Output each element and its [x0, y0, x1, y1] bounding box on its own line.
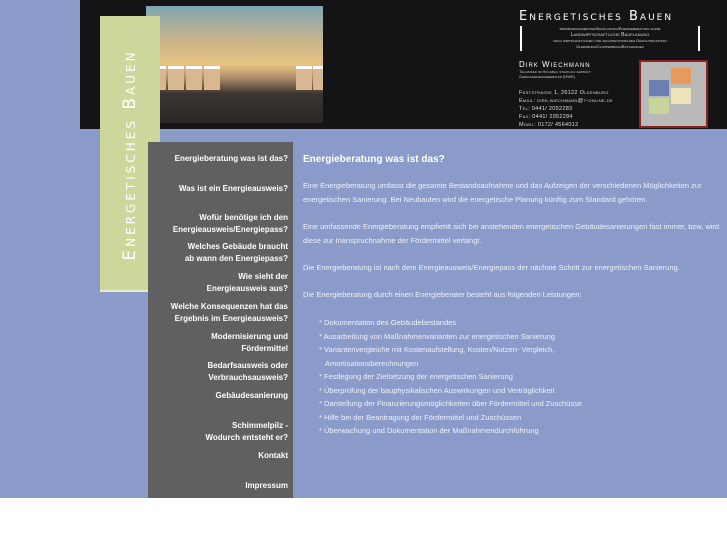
nav-label: Fördermittel — [241, 344, 288, 353]
nav-label: Wofür benötige ich den — [199, 213, 288, 222]
contact-info — [519, 89, 613, 129]
list-item: * Festlegung der Zielsetzung der energetischen Sanierung — [319, 372, 513, 381]
nav-bedarfsausweis[interactable] — [148, 360, 288, 384]
email-link[interactable]: Email: dirk.wiechmann@t-online.de — [519, 98, 613, 104]
tagline-line: Oldenburg/Cloppenburg/Butjadingen — [576, 44, 644, 49]
tagline-line: Landwirtschaftliche Bauplanung — [570, 32, 650, 38]
nav-wie-sieht[interactable] — [148, 271, 288, 295]
address: Feststrasse 1, 26122 Oldenburg — [519, 90, 609, 96]
nav-welches-gebaeude[interactable] — [148, 241, 288, 265]
nav-energieausweis[interactable] — [148, 183, 288, 195]
phone: Tel: 0441/ 2052283 — [519, 106, 573, 112]
list-item: * Darstellung der Finanzierungsmöglichkeiten über Fördermittel und Zuschüsse — [319, 399, 583, 408]
list-item: * Dokumentation des Gebäudebestandes — [319, 318, 457, 327]
page-title: Energieberatung was ist das? — [303, 154, 445, 165]
list-item: Amortisationsberechnungen — [325, 358, 419, 368]
nav-label: Energieausweis aus? — [206, 284, 288, 293]
nav-label: Welche Konsequenzen hat das — [170, 302, 288, 311]
owner-qualification — [519, 69, 591, 79]
nav-label: Gebäudesanierung — [215, 391, 288, 400]
nav-label: Verbrauchsausweis? — [208, 373, 288, 382]
nav-label: Wodurch entsteht er? — [205, 433, 288, 442]
tagline-line: Immobiliensanierung/Bauplanung/Energieberatung sowie — [559, 26, 661, 31]
nav-label: Was ist ein Energieausweis? — [178, 184, 288, 193]
paragraph: Eine Energieberatung umfasst die gesamte Bestandsaufnahme und das Aufzeigen der verschiedenen Möglichkeiten zur energetischen Sanierung. Bei Neubauten wird die energetische Planung künftig zum Standard gehören. — [303, 181, 702, 204]
paragraph: Eine umfassende Energieberatung empfiehlt sich bei anstehenden energetischen Gebäudesanierungen fast immer, bzw, wird diese zur Inanspruchnahme der Fördermittel verlangt. — [303, 222, 720, 245]
sidebar-nav — [148, 142, 293, 498]
nav-label: Ergebnis im Energieausweis? — [174, 314, 288, 323]
owner-name: Dirk Wiechmann — [519, 60, 591, 69]
side-title: Energetisches Bauen — [120, 49, 140, 261]
nav-wofuer[interactable] — [148, 212, 288, 236]
list-item: * Variantenvergleiche mit Kostenaufstellung, Kosten/Nutzen- Vergleich, — [319, 345, 555, 354]
puzzle-logo — [639, 60, 708, 128]
nav-konsequenzen[interactable] — [148, 301, 288, 325]
mobile: Mobil: 0172/ 4564012 — [519, 122, 579, 128]
brand-title: Energetisches Bauen — [519, 9, 674, 24]
nav-label: Kontakt — [258, 451, 288, 460]
nav-label: Impressum — [245, 481, 288, 490]
beach-huts-photo — [146, 6, 323, 123]
fax: Fax: 0441/ 2052284 — [519, 114, 573, 120]
qualification-line: Gebäudeenergieberater (HWK) — [519, 74, 576, 79]
paragraph: Die Energieberatung durch einen Energieberater besteht aus folgenden Leistungen: — [303, 290, 582, 299]
nav-label: Schimmelpilz - — [231, 421, 288, 430]
nav-label: Energieausweis/Energiepass? — [172, 225, 288, 234]
tagline — [520, 26, 700, 51]
nav-label: Wie sieht der — [238, 272, 288, 281]
qualification-line: Techniker im Hochbau staatlich geprüft — [519, 69, 591, 74]
nav-label: Bedarfsausweis oder — [207, 361, 288, 370]
nav-kontakt[interactable] — [148, 450, 288, 462]
nav-label: Welches Gebäude braucht — [187, 242, 288, 251]
tagline-line: nach wirtschaftlichen und architektonischen Gesichtspunkten — [553, 38, 667, 43]
nav-impressum[interactable] — [148, 480, 288, 492]
paragraph: Die Energieberatung ist nach dem Energieausweis/Energiepass der nächste Schritt zur energetischen Sanierung. — [303, 263, 680, 272]
nav-energieberatung[interactable] — [148, 153, 288, 165]
list-item: * Überprüfung der bauphysikalischen Auswirkungen und Verträglichkeit — [319, 385, 555, 395]
main-content — [303, 154, 723, 438]
nav-label: ab wann den Energiepass? — [184, 254, 288, 263]
nav-modernisierung[interactable] — [148, 331, 288, 355]
nav-label: Energieberatung was ist das? — [174, 154, 288, 163]
nav-gebaeudesanierung[interactable] — [148, 390, 288, 402]
services-list — [319, 316, 723, 438]
nav-label: Modernisierung und — [211, 332, 288, 341]
nav-schimmelpilz[interactable] — [148, 420, 288, 444]
list-item: * Ausarbeitung von Maßnahmenvarianten zur energetischen Sanierung — [319, 331, 555, 341]
list-item: * Überwachung und Dokumentation der Maßnahmendurchführung — [319, 426, 539, 435]
list-item: * Hilfe bei der Beantragung der Fördermittel und Zuschüssen — [319, 412, 522, 422]
